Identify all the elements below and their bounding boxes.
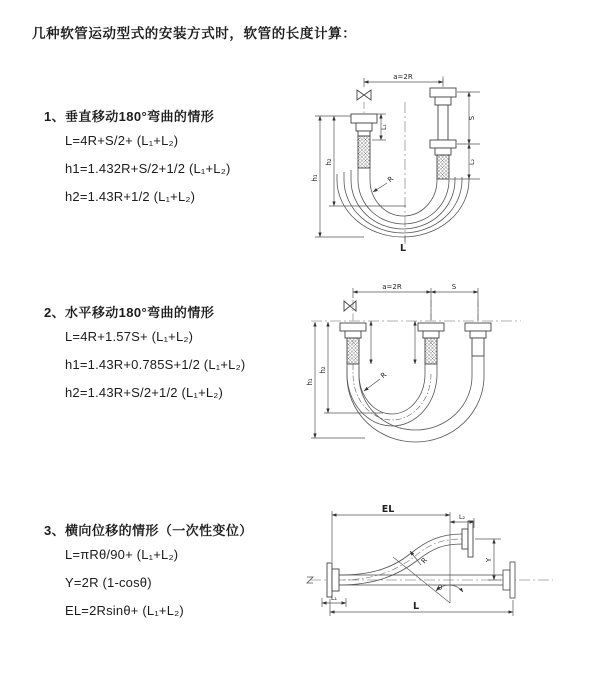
dim-label-radius: R <box>419 556 430 566</box>
section-3-heading: 3、横向位移的情形（一次性变位） <box>44 523 253 538</box>
section-1-heading: 1、垂直移动180°弯曲的情形 <box>44 109 215 124</box>
pipe-fitting-2 <box>418 323 444 364</box>
dim-label-stroke: S <box>451 283 457 291</box>
left-flange <box>327 563 339 597</box>
dim-label-fit-left: L₁ <box>381 123 388 131</box>
dim-label-offset: Y <box>485 557 493 563</box>
angle-construction <box>393 512 463 603</box>
dim-label-radius: R <box>386 174 396 185</box>
section-3-formula-length: L=πRθ/90+ (L₁+L₂) <box>65 547 179 562</box>
dim-label-stroke: S <box>468 115 476 121</box>
dim-label-h-inner: h₂ <box>319 366 327 374</box>
section-2-formula-h2: h2=1.43R+S/2+1/2 (L₁+L₂) <box>65 385 224 400</box>
centerlines <box>311 300 521 344</box>
section-2-heading: 2、水平移动180°弯曲的情形 <box>44 305 215 320</box>
diagram-lateral-displacement <box>298 500 588 640</box>
dim-label-span: a=2R <box>382 283 402 291</box>
dim-label-length: L <box>399 243 407 254</box>
dim-label-fit-right: L₂ <box>469 158 476 166</box>
dim-label-radius: R <box>379 370 389 381</box>
section-3-formula-offset: Y=2R (1-cosθ) <box>65 575 152 590</box>
dim-label-length: L <box>412 601 420 612</box>
upper-right-flange <box>462 521 473 557</box>
diagram-vertical-180-bend-svg <box>306 66 576 256</box>
pipe-fitting-3 <box>465 323 491 356</box>
valve-icon <box>357 90 371 100</box>
page-title: 几种软管运动型式的安装方式时，软管的长度计算： <box>32 26 357 41</box>
section-1-formula-h1: h1=1.432R+S/2+1/2 (L₁+L₂) <box>65 161 231 176</box>
hose-curves <box>347 356 484 442</box>
valve-icon <box>344 301 356 311</box>
diagram-horizontal-180-bend-svg <box>303 278 578 453</box>
hose-s-curve <box>339 534 462 585</box>
dim-label-h-inner: h₂ <box>325 158 333 166</box>
dim-label-fit-right: L₂ <box>458 514 466 521</box>
dim-label-el: EL <box>381 504 395 515</box>
centerlines <box>364 76 443 244</box>
section-2-formula-length: L=4R+1.57S+ (L₁+L₂) <box>65 329 194 344</box>
section-1-formula-h2: h2=1.43R+1/2 (L₁+L₂) <box>65 189 196 204</box>
pipe-fitting-1 <box>340 323 366 364</box>
dim-label-angle: θ <box>437 584 443 592</box>
dim-label-h-outer: h₁ <box>311 174 319 182</box>
dimension-lines <box>315 78 480 242</box>
section-1-formula-length: L=4R+S/2+ (L₁+L₂) <box>65 133 179 148</box>
section-3-formula-el: EL=2Rsinθ+ (L₁+L₂) <box>65 603 184 618</box>
dim-label-h-outer: h₁ <box>306 378 314 386</box>
diagram-vertical-180-bend <box>306 66 576 256</box>
diagram-horizontal-180-bend <box>303 278 578 453</box>
right-pipe-fitting <box>430 88 456 179</box>
diagram-lateral-displacement-svg <box>298 500 588 640</box>
dimension-lines <box>311 288 478 438</box>
dim-label-fit-left: L₁ <box>330 595 338 602</box>
left-pipe-fitting <box>351 114 377 168</box>
dim-label-span: a=2R <box>393 73 413 81</box>
section-2-formula-h1: h1=1.43R+0.785S+1/2 (L₁+L₂) <box>65 357 246 372</box>
